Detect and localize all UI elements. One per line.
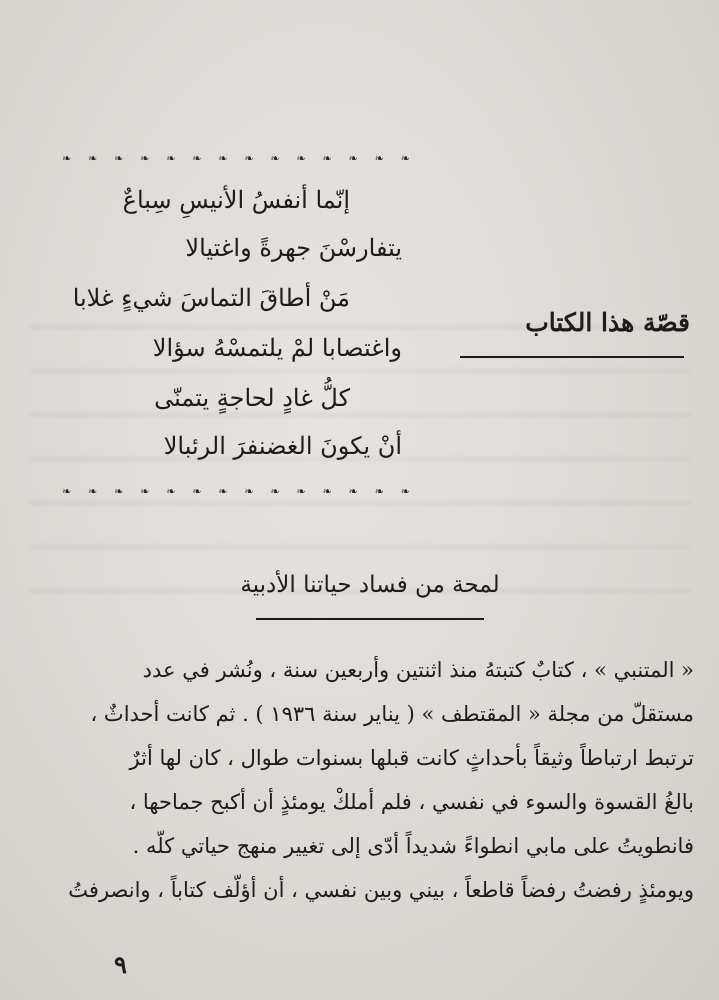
section-title: لمحة من فساد حياتنا الأدبية: [240, 572, 500, 598]
ornament-glyph-icon: ❧: [322, 484, 332, 498]
poem-line: إنّما أنفسُ الأنيسِ سِباعٌ: [122, 186, 350, 214]
body-line: ترتبط ارتباطاً وثيقاً بأحداثٍ كانت قبلها بسنوات طوال ، كان لها أثرٌ: [129, 746, 694, 770]
ornament-glyph-icon: ❧: [192, 484, 202, 498]
poem-line: أنْ يكونَ الغضنفرَ الرئبالا: [163, 432, 402, 460]
body-line: « المتنبي » ، كتابٌ كتبتهُ منذ اثنتين وأربعين سنة ، ونُشر في عدد: [142, 658, 694, 682]
poem-line: كلُّ غادٍ لحاجةٍ يتمنّى: [154, 384, 350, 412]
ornament-glyph-icon: ❧: [166, 484, 176, 498]
ornament-glyph-icon: ❧: [296, 151, 306, 165]
ornament-border-bottom: [62, 485, 410, 497]
ornament-glyph-icon: ❧: [192, 151, 202, 165]
ornament-glyph-icon: ❧: [62, 484, 72, 498]
ornament-glyph-icon: ❧: [62, 151, 72, 165]
ornament-border-top: [62, 152, 410, 164]
heading-underline: [460, 356, 684, 358]
ornament-glyph-icon: ❧: [88, 484, 98, 498]
ornament-glyph-icon: ❧: [218, 151, 228, 165]
section-title-underline: [256, 618, 484, 620]
ornament-glyph-icon: ❧: [348, 484, 358, 498]
ornament-glyph-icon: ❧: [400, 151, 410, 165]
ornament-glyph-icon: ❧: [270, 484, 280, 498]
ornament-glyph-icon: ❧: [322, 151, 332, 165]
body-line: مستقلّ من مجلة « المقتطف » ( يناير سنة ١٩٣٦ ) . ثم كانت أحداثٌ ،: [90, 702, 694, 726]
chapter-heading: [450, 308, 690, 352]
ornament-glyph-icon: ❧: [114, 151, 124, 165]
ornament-glyph-icon: ❧: [374, 151, 384, 165]
poem-line: يتفارسْنَ جهرةً واغتيالا: [185, 234, 402, 262]
ornament-glyph-icon: ❧: [218, 484, 228, 498]
body-line: بالغُ القسوة والسوء في نفسي ، فلم أملكْ يومئذٍ أن أكبح جماحها ،: [129, 790, 694, 814]
ornament-glyph-icon: ❧: [244, 484, 254, 498]
body-line: ويومئذٍ رفضتُ رفضاً قاطعاً ، بيني وبين نفسي ، أن أؤلّف كتاباً ، وانصرفتُ: [68, 878, 694, 902]
ornament-glyph-icon: ❧: [374, 484, 384, 498]
ornament-glyph-icon: ❧: [166, 151, 176, 165]
ornament-glyph-icon: ❧: [140, 484, 150, 498]
page-number: ٩: [114, 950, 127, 979]
chapter-heading-text: قصّة هذا الكتاب: [525, 308, 690, 337]
ornament-glyph-icon: ❧: [114, 484, 124, 498]
ornament-glyph-icon: ❧: [244, 151, 254, 165]
ornament-glyph-icon: ❧: [296, 484, 306, 498]
ornament-glyph-icon: ❧: [270, 151, 280, 165]
ornament-glyph-icon: ❧: [400, 484, 410, 498]
poem-line: مَنْ أطاقَ التماسَ شيءٍ غلابا: [72, 284, 350, 312]
ornament-glyph-icon: ❧: [140, 151, 150, 165]
poem-line: واغتصابا لمْ يلتمسْهُ سؤالا: [152, 334, 402, 362]
ornament-glyph-icon: ❧: [88, 151, 98, 165]
ornament-glyph-icon: ❧: [348, 151, 358, 165]
body-line: فانطويتُ على مابي انطواءً شديداً أدّى إلى تغيير منهج حياتي كلّه .: [132, 834, 694, 858]
